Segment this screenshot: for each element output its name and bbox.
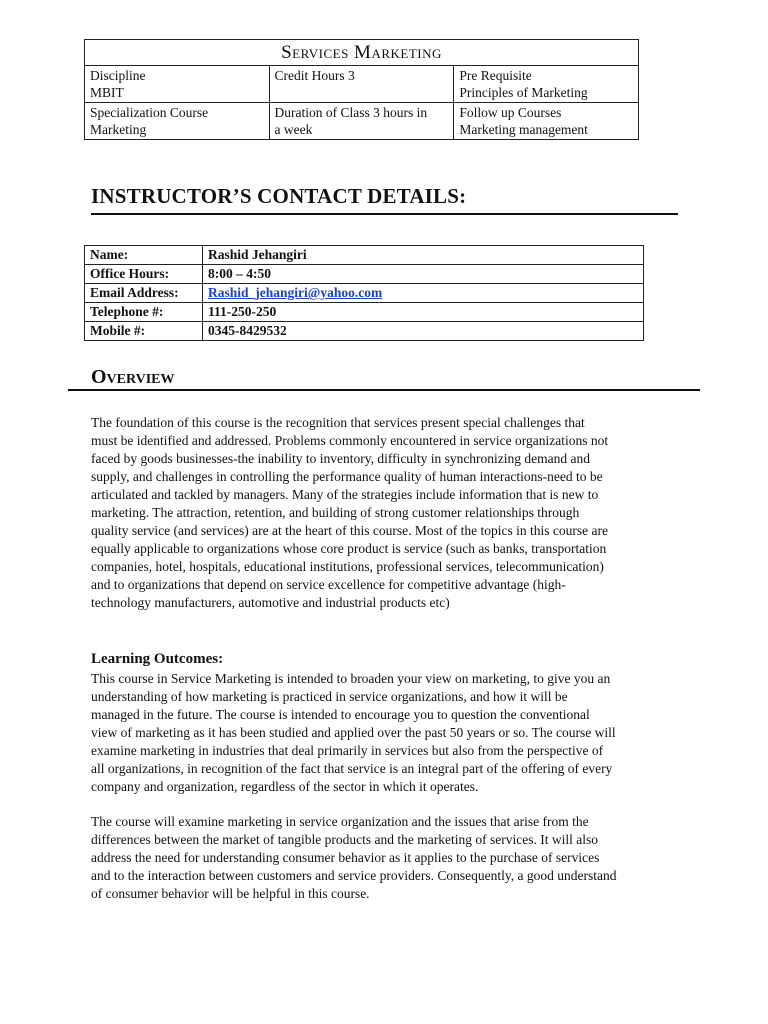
text-line: This course in Service Marketing is intended to broaden your view on marketing, to give you an — [91, 671, 611, 686]
instructor-heading: INSTRUCTOR’S CONTACT DETAILS: — [91, 184, 467, 208]
text-line: The course will examine marketing in service organization and the issues that arise from the — [91, 814, 589, 829]
text-line: supply, and challenges in controlling the performance quality of human interactions-need to be — [91, 469, 603, 484]
cell-label: Pre Requisite — [459, 68, 532, 83]
contact-value-mobile: 0345-8429532 — [203, 322, 644, 341]
course-title: Services Marketing — [85, 40, 639, 66]
contact-label: Mobile #: — [85, 322, 203, 341]
text-line: must be identified and addressed. Problems commonly encountered in service organizations not — [91, 433, 609, 448]
contact-label: Name: — [85, 246, 203, 265]
cell-value: Principles of Marketing — [459, 85, 588, 100]
text-line: differences between the market of tangible products and the marketing of services. It will also — [91, 832, 598, 847]
text-line: articulated and tackled by managers. Many of the strategies include information that is new to — [91, 487, 599, 502]
text-line: address the need for understanding consumer behavior as it applies to the purchase of services — [91, 850, 600, 865]
text-line: marketing. The attraction, retention, and building of strong customer relationships through — [91, 505, 580, 520]
text-line: understanding of how marketing is practiced in service organizations, and how it will be — [91, 689, 568, 704]
course-row — [85, 103, 639, 140]
contact-value-email — [203, 284, 644, 303]
course-cell-duration — [269, 103, 454, 140]
text-line: company and organization, regardless of the sector in which it operates. — [91, 779, 479, 794]
contact-row — [85, 284, 644, 303]
overview-divider — [68, 389, 700, 391]
cell-value: Marketing — [90, 122, 147, 137]
learning-outcomes-paragraph-2 — [91, 813, 616, 903]
cell-label: Credit Hours 3 — [274, 68, 355, 83]
course-row — [85, 66, 639, 103]
course-cell-discipline — [85, 66, 270, 103]
cell-label: Follow up Courses — [459, 105, 562, 120]
course-info-table — [84, 39, 639, 140]
text-line: all organizations, in recognition of the fact that service is an integral part of the offering of every — [91, 761, 613, 776]
text-line: view of marketing as it has been studied and applied over the past 50 years or so. The course will — [91, 725, 616, 740]
cell-value: MBIT — [90, 85, 124, 100]
text-line: and to the interaction between customers and service providers. Consequently, a good understand — [91, 868, 617, 883]
cell-label: Discipline — [90, 68, 146, 83]
contact-row — [85, 322, 644, 341]
contact-label: Office Hours: — [85, 265, 203, 284]
email-link[interactable]: Rashid_jehangiri@yahoo.com — [208, 285, 383, 300]
cell-value: Marketing management — [459, 122, 588, 137]
contact-value-name: Rashid Jehangiri — [203, 246, 644, 265]
text-line: technology manufacturers, automotive and industrial products etc) — [91, 595, 450, 610]
text-line: managed in the future. The course is intended to encourage you to question the conventional — [91, 707, 590, 722]
learning-outcomes-paragraph-1 — [91, 670, 616, 796]
contact-row — [85, 303, 644, 322]
text-line: equally applicable to organizations whose core product is service (such as banks, transportation — [91, 541, 607, 556]
course-cell-credit-hours — [269, 66, 454, 103]
learning-outcomes-heading: Learning Outcomes: — [91, 651, 224, 667]
course-cell-specialization — [85, 103, 270, 140]
contact-value-office-hours: 8:00 – 4:50 — [203, 265, 644, 284]
overview-paragraph — [91, 414, 608, 612]
contact-row — [85, 265, 644, 284]
course-cell-follow-up — [454, 103, 639, 140]
contact-value-telephone: 111-250-250 — [203, 303, 644, 322]
course-cell-prerequisite — [454, 66, 639, 103]
cell-label: Specialization Course — [90, 105, 209, 120]
text-line: The foundation of this course is the recognition that services present special challenges that — [91, 415, 585, 430]
text-line: examine marketing in industries that deal primarily in services but also from the perspective of — [91, 743, 604, 758]
contact-label: Email Address: — [85, 284, 203, 303]
text-line: companies, hotel, hospitals, educational institutions, professional services, telecommunication) — [91, 559, 604, 574]
text-line: of consumer behavior will be helpful in this course. — [91, 886, 370, 901]
contact-table — [84, 245, 644, 341]
contact-label: Telephone #: — [85, 303, 203, 322]
overview-heading: Overview — [91, 366, 175, 388]
text-line: faced by goods businesses-the inability to inventory, difficulty in synchronizing demand and — [91, 451, 591, 466]
text-line: and to organizations that depend on service excellence for competitive advantage (high- — [91, 577, 566, 592]
cell-label: Duration of Class 3 hours in — [274, 105, 428, 120]
cell-value: a week — [274, 122, 313, 137]
contact-row — [85, 246, 644, 265]
instructor-divider — [91, 213, 678, 215]
text-line: quality service (and services) are at the heart of this course. Most of the topics in this course are — [91, 523, 608, 538]
